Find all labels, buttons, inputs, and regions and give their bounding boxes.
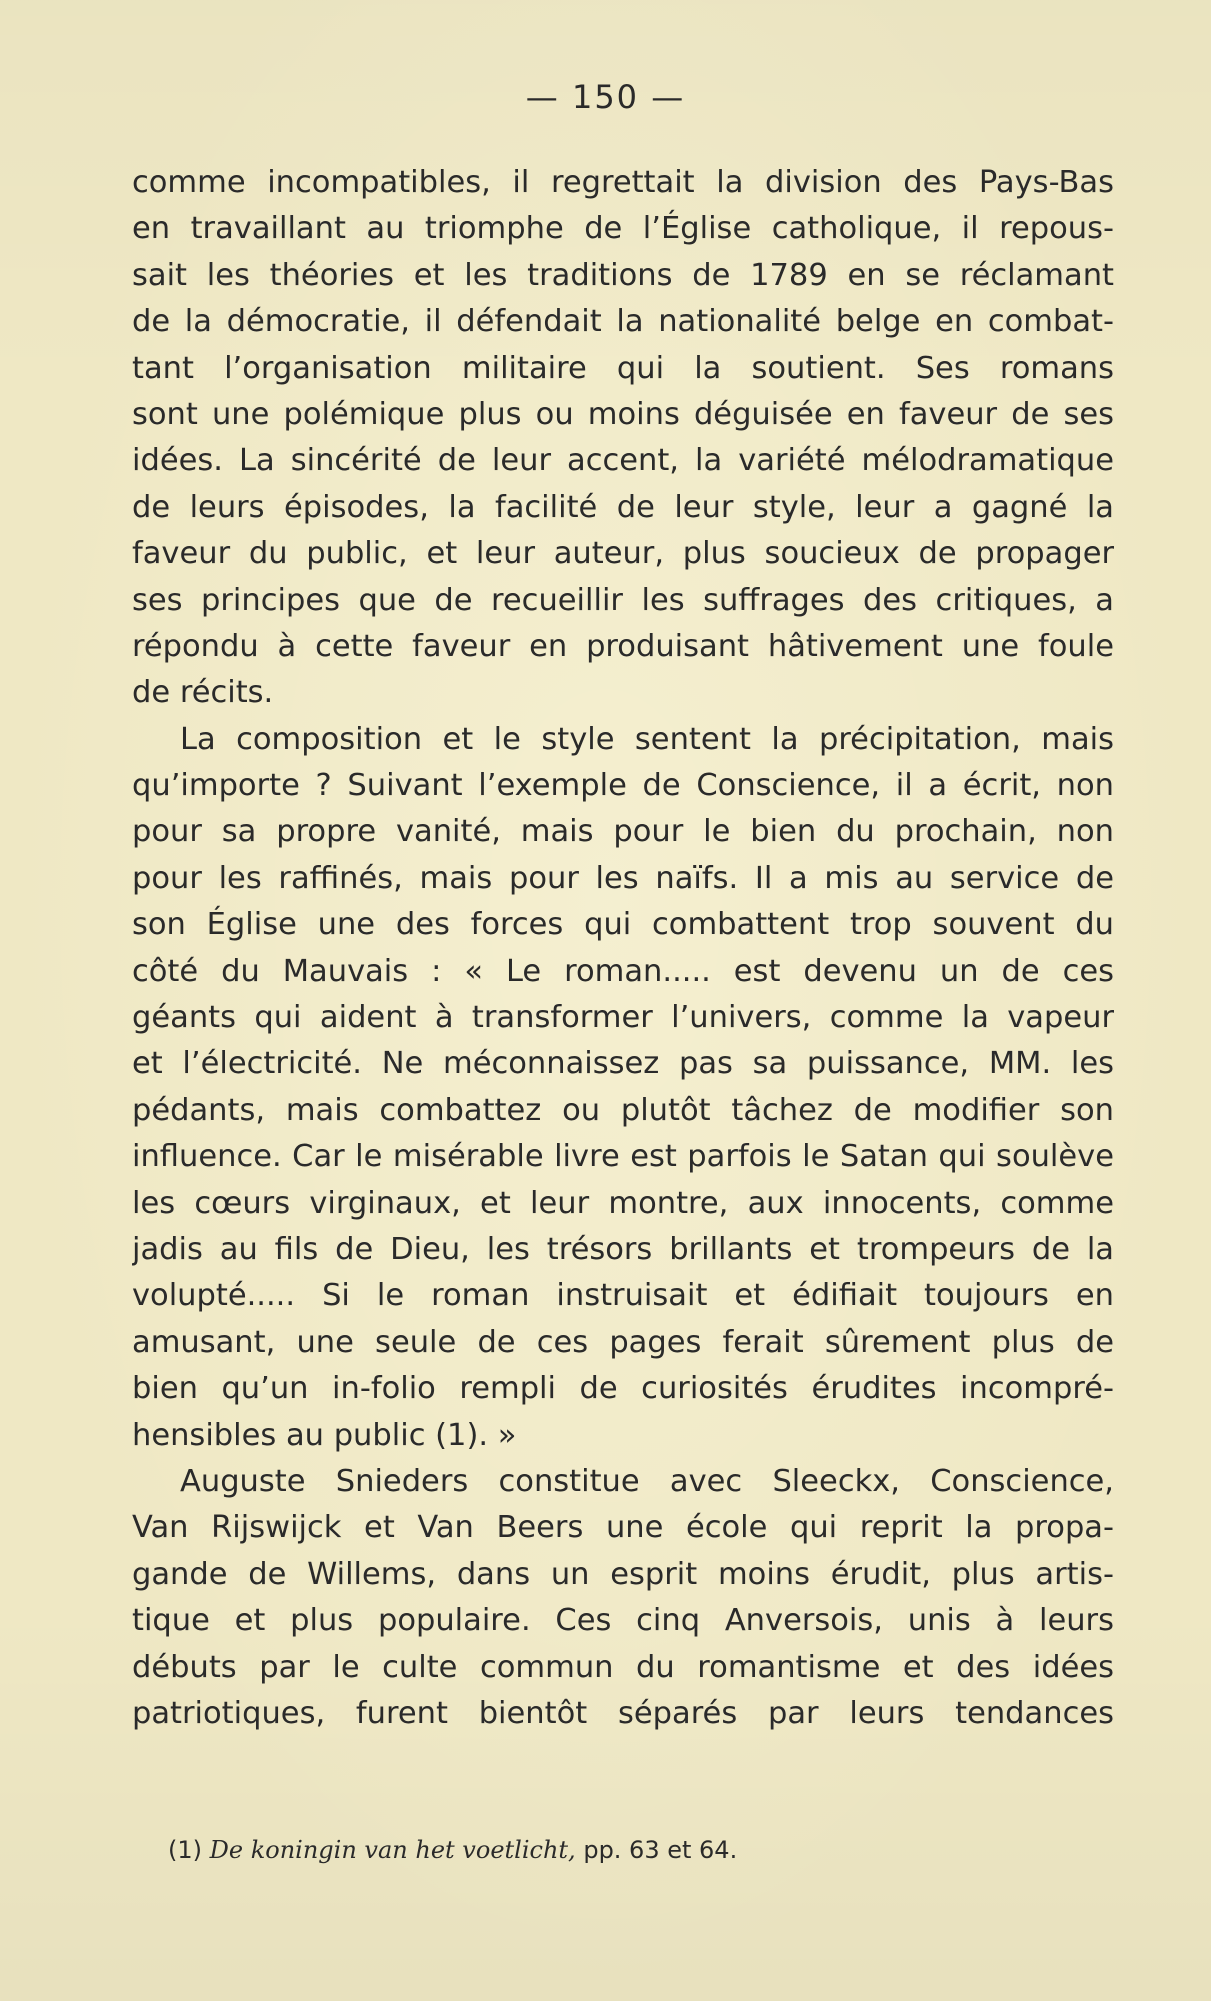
text-line: pédants, mais combattez ou plutôt tâchez de modifier son bbox=[132, 1092, 1114, 1128]
text-line: gande de Willems, dans un esprit moins érudit, plus artis- bbox=[132, 1556, 1114, 1592]
footnote-pages: pp. 63 et 64. bbox=[583, 1836, 738, 1864]
text-line: Auguste Snieders constitue avec Sleeckx, Conscience, bbox=[180, 1463, 1114, 1499]
text-line: de la démocratie, il défendait la nationalité belge en combat- bbox=[132, 304, 1114, 340]
text-line: répondu à cette faveur en produisant hâtivement une foule bbox=[132, 628, 1114, 664]
text-line: comme incompatibles, il regrettait la division des Pays-Bas bbox=[132, 165, 1114, 200]
footnote-title: De koningin van het voetlicht, bbox=[209, 1836, 576, 1864]
text-line: influence. Car le misérable livre est parfois le Satan qui soulève bbox=[132, 1139, 1114, 1175]
text-line: pour les raffinés, mais pour les naïfs. Il a mis au service de bbox=[132, 860, 1114, 896]
footnote-marker: (1) bbox=[168, 1836, 202, 1864]
text-line: amusant, une seule de ces pages ferait sûrement plus de bbox=[132, 1324, 1114, 1360]
body-text bbox=[132, 160, 1114, 1737]
text-line: de leurs épisodes, la facilité de leur style, leur a gagné la bbox=[132, 489, 1114, 525]
text-line: et l’électricité. Ne méconnaissez pas sa puissance, MM. les bbox=[132, 1046, 1114, 1082]
text-line: les cœurs virginaux, et leur montre, aux innocents, comme bbox=[132, 1185, 1114, 1221]
text-line: sait les théories et les traditions de 1789 en se réclamant bbox=[132, 257, 1114, 293]
text-line: bien qu’un in-folio rempli de curiosités érudites incompré- bbox=[132, 1371, 1114, 1407]
text-line: côté du Mauvais : « Le roman..... est devenu un de ces bbox=[132, 953, 1114, 989]
footnote bbox=[168, 1833, 737, 1867]
text-line: Van Rijswijck et Van Beers une école qui reprit la propa- bbox=[132, 1510, 1114, 1546]
text-line: ses principes que de recueillir les suffrages des critiques, a bbox=[132, 582, 1114, 618]
text-line: débuts par le culte commun du romantisme et des idées bbox=[132, 1649, 1114, 1685]
text-line: son Église une des forces qui combattent trop souvent du bbox=[132, 907, 1114, 943]
text-line: pour sa propre vanité, mais pour le bien du prochain, non bbox=[132, 814, 1114, 850]
text-line: volupté..... Si le roman instruisait et édifiait toujours en bbox=[132, 1278, 1114, 1314]
text-line: en travaillant au triomphe de l’Église catholique, il repous- bbox=[132, 211, 1114, 247]
text-line: géants qui aident à transformer l’univers, comme la vapeur bbox=[132, 1000, 1114, 1036]
text-line: patriotiques, furent bientôt séparés par leurs tendances bbox=[132, 1695, 1114, 1731]
text-line: tant l’organisation militaire qui la soutient. Ses romans bbox=[132, 350, 1114, 386]
text-line: sont une polémique plus ou moins déguisée en faveur de ses bbox=[132, 396, 1114, 432]
text-line: qu’importe ? Suivant l’exemple de Conscience, il a écrit, non bbox=[132, 768, 1114, 804]
text-line: La composition et le style sentent la précipitation, mais bbox=[180, 721, 1114, 757]
text-line: tique et plus populaire. Ces cinq Anversois, unis à leurs bbox=[132, 1603, 1114, 1639]
page-number: — 150 — bbox=[525, 78, 686, 116]
text-line: idées. La sincérité de leur accent, la variété mélodramatique bbox=[132, 443, 1114, 479]
text-line: de récits. bbox=[132, 675, 274, 711]
text-line: jadis au fils de Dieu, les trésors brillants et trompeurs de la bbox=[132, 1231, 1114, 1267]
text-line: hensibles au public (1). » bbox=[132, 1417, 517, 1453]
text-line: faveur du public, et leur auteur, plus soucieux de propager bbox=[132, 536, 1114, 572]
